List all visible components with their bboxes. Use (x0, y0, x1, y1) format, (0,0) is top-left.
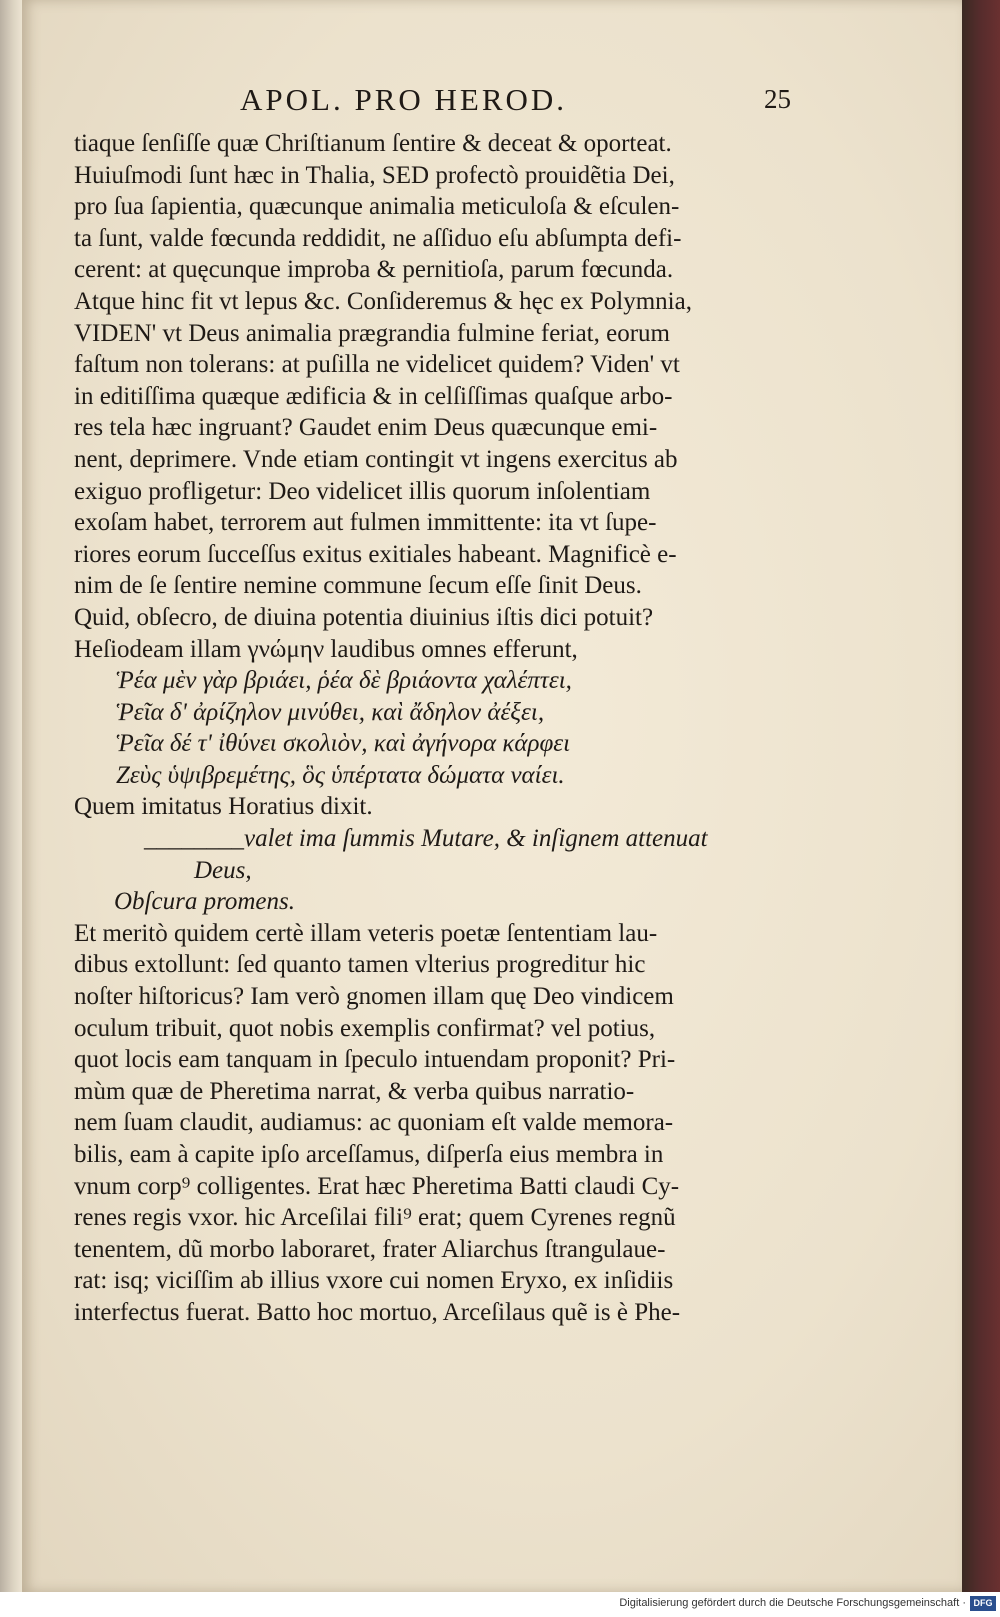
text-line: exoſam habet, terrorem aut fulmen immittente: ita vt ſupe- (74, 509, 657, 537)
text-line: Atque hinc fit vt lepus &c. Conſideremus & hęc ex Polymnia, (74, 287, 692, 315)
text-line: VIDEN' vt Deus animalia prægrandia fulmine feriat, eorum (74, 319, 670, 347)
text-line: interfectus fuerat. Batto hoc mortuo, Arceſilaus quẽ is è Phe- (74, 1298, 681, 1326)
text-line: oculum tribuit, quot nobis exemplis confirmat? vel potius, (74, 1014, 656, 1042)
text-line: exiguo profligetur: Deo videlicet illis quorum inſolentiam (74, 477, 651, 505)
greek-verse-line: Ῥεῖα δέ τ' ἰθύνει σκολιὸν, καὶ ἀγήνορα κάρφει (116, 730, 571, 758)
text-line: Heſiodeam illam γνώμην laudibus omnes efferunt, (74, 635, 578, 663)
book-cover-edge (962, 0, 1000, 1592)
dfg-logo-icon: DFG (970, 1596, 996, 1611)
footer-bar (0, 1592, 1000, 1617)
text-line: nent, deprimere. Vnde etiam contingit vt ingens exercitus ab (74, 445, 678, 473)
text-line: riores eorum ſucceſſus exitus exitiales habeant. Magnificè e- (74, 540, 677, 568)
text-line: cerent: at quęcunque improba & pernitioſa, parum fœcunda. (74, 256, 674, 284)
text-line: faſtum non tolerans: at puſilla ne videlicet quidem? Viden' vt (74, 351, 680, 379)
text-line: pro ſua ſapientia, quæcunque animalia meticuloſa & eſculen- (74, 193, 680, 221)
text-line: nem ſuam claudit, audiamus: ac quoniam eſt valde memora- (74, 1109, 674, 1137)
greek-verse-line: Ῥέα μὲν γὰρ βριάει, ῥέα δὲ βριάοντα χαλέπτει, (116, 667, 572, 695)
text-line: res tela hæc ingruant? Gaudet enim Deus quæcunque emi- (74, 414, 658, 442)
text-line: dibus extollunt: ſed quanto tamen vlterius progreditur hic (74, 951, 646, 979)
text-line: Quem imitatus Horatius dixit. (74, 793, 373, 821)
body-text (74, 128, 804, 1329)
text-line: tiaque ſenſiſſe quæ Chriſtianum ſentire & deceat & oporteat. (74, 130, 672, 157)
text-line: renes regis vxor. hic Arceſilai fili⁹ erat; quem Cyrenes regnũ (74, 1204, 676, 1232)
text-line: Et meritò quidem certè illam veteris poetæ ſententiam lau- (74, 919, 658, 947)
page-number: 25 (764, 84, 791, 114)
text-line: Huiuſmodi ſunt hæc in Thalia, SED profectò prouidẽtia Dei, (74, 161, 675, 189)
book-gutter (0, 0, 22, 1617)
greek-verse-line: Ῥεῖα δ' ἀρίζηλον μινύθει, καὶ ἄδηλον ἀέξει, (116, 698, 545, 726)
running-head: APOL. PRO HEROD. (240, 82, 568, 117)
text-line: Quid, obſecro, de diuina potentia diuinius iſtis dici potuit? (74, 603, 654, 631)
latin-quote-line: Deus, (194, 856, 252, 884)
text-line: rat: isq; viciſſim ab illius vxore cui nomen Eryxo, ex inſidiis (74, 1267, 674, 1295)
text-line: noſter hiſtoricus? Iam verò gnomen illam quę Deo vindicem (74, 983, 674, 1011)
text-line: bilis, eam à capite ipſo arceſſamus, diſperſa eius membra in (74, 1141, 664, 1168)
footer-credit: Digitalisierung gefördert durch die Deutsche Forschungsgemeinschaft · (619, 1597, 966, 1609)
text-line: ta ſunt, valde fœcunda reddidit, ne aſſiduo eſu abſumpta defi- (74, 224, 682, 252)
text-line: mùm quæ de Pheretima narrat, & verba quibus narratio- (74, 1077, 635, 1105)
latin-quote-line: Obſcura promens. (114, 888, 296, 916)
text-line: nim de ſe ſentire nemine commune ſecum eſſe ſinit Deus. (74, 572, 642, 600)
text-line: in editiſſima quæque ædificia & in celſiſſimas quaſque arbo- (74, 382, 673, 410)
text-line: tenentem, dũ morbo laboraret, frater Aliarchus ſtrangulaue- (74, 1235, 666, 1263)
latin-quote-line: ________valet ima ſummis Mutare, & inſignem attenuat (144, 825, 708, 853)
book-page (22, 0, 962, 1592)
text-line: quot locis eam tanquam in ſpeculo intuendam proponit? Pri- (74, 1046, 676, 1074)
text-line: vnum corp⁹ colligentes. Erat hæc Pheretima Batti claudi Cy- (74, 1172, 680, 1200)
greek-verse-line: Ζεὺς ὑψιβρεμέτης, ὃς ὑπέρτατα δώματα ναίει. (116, 761, 565, 789)
